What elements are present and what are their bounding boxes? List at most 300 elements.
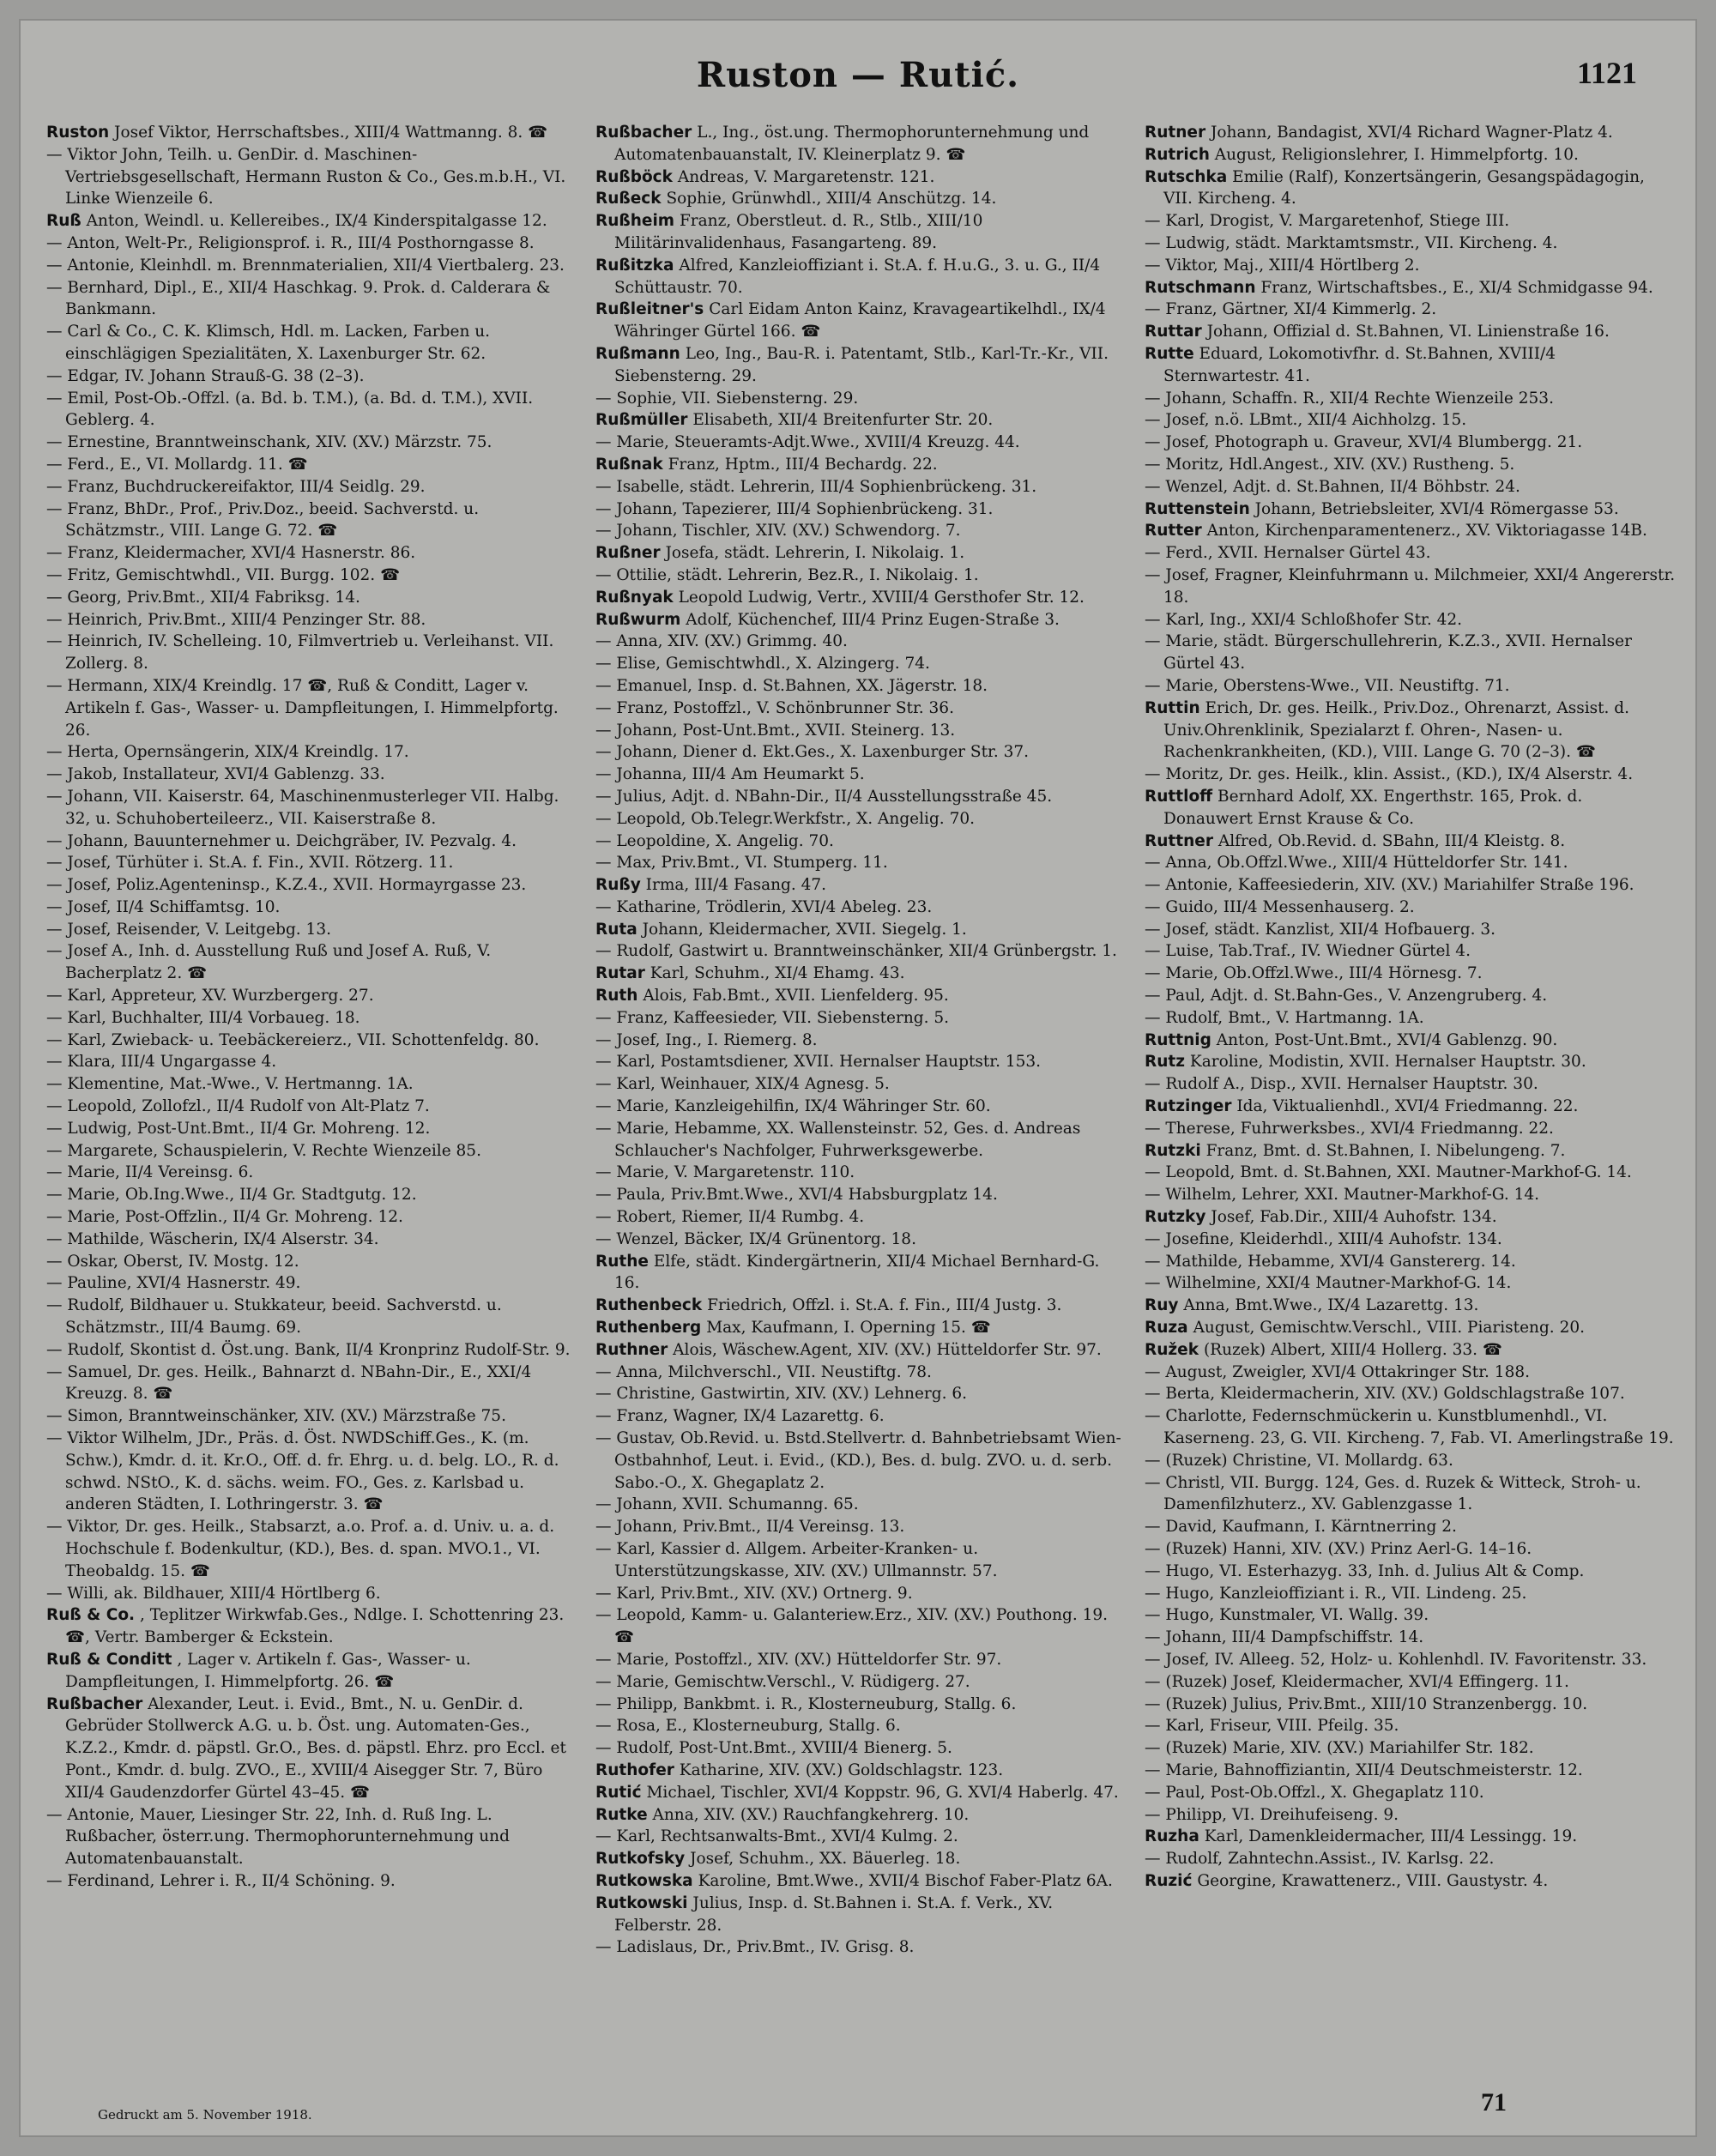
directory-entry xyxy=(595,852,1127,874)
entry-surname: Rutkowski xyxy=(595,1893,688,1912)
directory-entry xyxy=(46,786,578,830)
entry-text: — Johann, Tischler, XIV. (XV.) Schwendorg. 7. xyxy=(595,522,961,541)
entry-text: Anton, Kirchenparamentenerz., XV. Viktoriagasse 14B. xyxy=(1206,522,1647,541)
entry-surname: Rußnyak xyxy=(595,588,674,607)
page-title: Ruston — Rutić. xyxy=(696,55,1020,95)
entry-text: — Bernhard, Dipl., E., XII/4 Haschkag. 9. Prok. d. Calderara & Bankmann. xyxy=(46,278,551,319)
entry-text: — Paula, Priv.Bmt.Wwe., XVI/4 Habsburgplatz 14. xyxy=(595,1186,998,1205)
entry-text: Eduard, Lokomotivfhr. d. St.Bahnen, XVIII/4 Sternwartestr. 41. xyxy=(1163,344,1556,385)
entry-text: — Philipp, Bankbmt. i. R., Klosterneuburg, Stallg. 6. xyxy=(595,1694,1017,1713)
entry-text: Franz, Bmt. d. St.Bahnen, I. Nibelungeng. 7. xyxy=(1205,1141,1566,1160)
entry-text: — Guido, III/4 Messenhauserg. 2. xyxy=(1145,897,1415,916)
entry-text: — Klara, III/4 Ungargasse 4. xyxy=(46,1053,277,1072)
directory-entry xyxy=(595,1760,1127,1782)
directory-entry xyxy=(595,1516,1127,1538)
entry-text: Sophie, Grünwhdl., XIII/4 Anschützg. 14. xyxy=(666,190,997,208)
entry-text: — Moritz, Dr. ges. Heilk., klin. Assist., (KD.), IX/4 Alserstr. 4. xyxy=(1145,765,1634,784)
entry-text: — Viktor, Maj., XIII/4 Hörtlberg 2. xyxy=(1145,256,1420,275)
entry-text: — Johanna, III/4 Am Heumarkt 5. xyxy=(595,765,865,784)
entry-surname: Ruzha xyxy=(1145,1827,1199,1846)
directory-entry xyxy=(595,1804,1127,1827)
entry-surname: Rußleitner's xyxy=(595,300,704,319)
directory-entry xyxy=(1145,1760,1677,1782)
entry-text: — Simon, Branntweinschänker, XIV. (XV.) Märzstraße 75. xyxy=(46,1407,506,1426)
directory-entry xyxy=(1145,1826,1677,1848)
entry-text: — Marie, Post-Offzlin., II/4 Gr. Mohreng. 12. xyxy=(46,1208,403,1227)
entry-text: — Johann, VII. Kaiserstr. 64, Maschinenmusterleger VII. Halbg. 32, u. Schuhoberteileerz., VII. Kaiserstraße 8. xyxy=(46,787,559,828)
entry-text: — Hugo, VI. Esterhazyg. 33, Inh. d. Julius Alt & Comp. xyxy=(1145,1561,1585,1580)
directory-entry xyxy=(595,210,1127,255)
entry-text: — Franz, Postoffzl., V. Schönbrunner Str. 36. xyxy=(595,698,954,717)
directory-entry xyxy=(595,1383,1127,1405)
entry-text: — Josef, IV. Alleeg. 52, Holz- u. Kohlenhdl. IV. Favoritenstr. 33. xyxy=(1145,1650,1647,1669)
directory-entry xyxy=(595,1604,1127,1649)
entry-text: — Hermann, XIX/4 Kreindlg. 17 ☎, Ruß & Conditt, Lager v. Artikeln f. Gas-, Wasser- u. Dampfleitungen, I. Himmelpfortg. 26. xyxy=(46,676,559,740)
directory-entry xyxy=(595,808,1127,830)
entry-text: L., Ing., öst.ung. Thermophorunternehmung und Automatenbauanstalt, IV. Kleinerplatz 9. ☎ xyxy=(614,124,1090,164)
directory-entry xyxy=(595,1317,1127,1339)
directory-entry xyxy=(1145,454,1677,476)
entry-text: — Edgar, IV. Johann Strauß-G. 38 (2–3). xyxy=(46,366,365,385)
entry-text: — Christl, VII. Burgg. 124, Ges. d. Ruzek & Witteck, Stroh- u. Damenfilzhuterz., XV. Gablenzgasse 1. xyxy=(1145,1473,1641,1514)
directory-entry xyxy=(46,1251,578,1273)
directory-entry xyxy=(595,476,1127,498)
directory-entry xyxy=(595,786,1127,808)
directory-entry xyxy=(46,365,578,388)
entry-text: — Pauline, XVI/4 Hasnerstr. 49. xyxy=(46,1274,301,1293)
entry-text: — Charlotte, Federnschmückerin u. Kunstblumenhdl., VI. Kaserneng. 23, G. VII. Kircheng. 7, Fab. VI. Amerlingstraße 19. xyxy=(1145,1407,1674,1448)
directory-entry xyxy=(46,1096,578,1118)
directory-entry xyxy=(595,985,1127,1007)
entry-text: Elfe, städt. Kindergärtnerin, XII/4 Michael Bernhard-G. 16. xyxy=(614,1252,1100,1293)
entry-text: — Fritz, Gemischtwhdl., VII. Burgg. 102. ☎ xyxy=(46,565,401,584)
entry-text: — Rudolf, Gastwirt u. Branntweinschänker, XII/4 Grünbergstr. 1. xyxy=(595,942,1117,961)
directory-entry xyxy=(595,1870,1127,1893)
entry-text: Michael, Tischler, XVI/4 Koppstr. 96, G. XVI/4 Haberlg. 47. xyxy=(646,1783,1119,1802)
directory-entry xyxy=(1145,432,1677,454)
entry-surname: Ruth xyxy=(595,987,638,1006)
entry-text: — Viktor Wilhelm, JDr., Präs. d. Öst. NWDSchiff.Ges., K. (m. Schw.), Kmdr. d. it. Kr.O., Off. d. fr. Ehrg. u. d. belg. LO., R. d. schwd. NStO., K. d. sächs. weim. FO., Ges. z. Karlsbad u. anderen Städten, I. Lothringerstr. 3. ☎ xyxy=(46,1429,559,1514)
entry-text: Josefa, städt. Lehrerin, I. Nikolaig. 1. xyxy=(665,544,965,563)
directory-entry xyxy=(1145,255,1677,277)
entry-text: Leopold Ludwig, Vertr., XVIII/4 Gersthofer Str. 12. xyxy=(678,588,1085,607)
directory-entry xyxy=(46,1295,578,1339)
directory-entry xyxy=(1145,498,1677,521)
directory-entry xyxy=(1145,1472,1677,1517)
directory-entry xyxy=(46,454,578,476)
entry-text: — Karl, Zwieback- u. Teebäckereierz., VII. Schottenfeldg. 80. xyxy=(46,1030,540,1049)
entry-text: Georgine, Krawattenerz., VIII. Gaustystr. 4. xyxy=(1197,1871,1549,1890)
directory-entry xyxy=(595,963,1127,985)
entry-text: — Willi, ak. Bildhauer, XIII/4 Hörtlberg 6. xyxy=(46,1584,381,1603)
entry-text: — Antonie, Kaffeesiederin, XIV. (XV.) Mariahilfer Straße 196. xyxy=(1145,876,1634,895)
entry-text: — Philipp, VI. Dreihufeiseng. 9. xyxy=(1145,1805,1399,1824)
entry-surname: Rußbacher xyxy=(595,124,692,142)
directory-entry xyxy=(595,1184,1127,1206)
entry-text: — Ernestine, Branntweinschank, XIV. (XV.) Märzstr. 75. xyxy=(46,433,492,452)
directory-entry xyxy=(1145,1096,1677,1118)
directory-entry xyxy=(1145,1339,1677,1362)
entry-text: — Johann, Bauunternehmer u. Deichgräber, IV. Pezvalg. 4. xyxy=(46,831,517,850)
entry-text: — (Ruzek) Christine, VI. Mollardg. 63. xyxy=(1145,1451,1453,1470)
entry-text: Julius, Insp. d. St.Bahnen i. St.A. f. Verk., XV. Felberstr. 28. xyxy=(614,1893,1054,1935)
entry-text: Ida, Viktualienhdl., XVI/4 Friedmanng. 22. xyxy=(1236,1097,1579,1116)
directory-entry xyxy=(1145,698,1677,764)
directory-entry xyxy=(46,1140,578,1163)
entry-text: — Karl, Weinhauer, XIX/4 Agnesg. 5. xyxy=(595,1075,890,1094)
directory-entry xyxy=(1145,1272,1677,1295)
directory-entry xyxy=(595,454,1127,476)
entry-text: August, Gemischtw.Verschl., VIII. Piaristeng. 20. xyxy=(1193,1319,1585,1338)
directory-entry xyxy=(46,1184,578,1206)
directory-entry xyxy=(46,255,578,277)
directory-entry xyxy=(1145,542,1677,565)
entry-text: Johann, Kleidermacher, XVII. Siegelg. 1. xyxy=(642,920,967,939)
directory-entry xyxy=(595,188,1127,210)
directory-entry xyxy=(1145,1030,1677,1052)
directory-entry xyxy=(46,1405,578,1428)
directory-entry xyxy=(46,1229,578,1251)
entry-text: — Rudolf, Post-Unt.Bmt., XVIII/4 Bienerg. 5. xyxy=(595,1739,952,1758)
directory-entry xyxy=(1145,1450,1677,1472)
entry-text: Erich, Dr. ges. Heilk., Priv.Doz., Ohrenarzt, Assist. d. Univ.Ohrenklinik, Spezialarzt f. Ohren-, Nasen- u. Rachenkrankheiten, (KD.), VIII. Lange G. 70 (2–3). ☎ xyxy=(1163,698,1630,762)
directory-entry xyxy=(46,675,578,741)
directory-entry xyxy=(595,299,1127,343)
directory-entry xyxy=(1145,1007,1677,1030)
entry-text: — Heinrich, Priv.Bmt., XIII/4 Penzinger Str. 88. xyxy=(46,610,426,629)
directory-entry xyxy=(46,498,578,543)
entry-surname: Rutkofsky xyxy=(595,1850,686,1869)
entry-text: — Antonie, Mauer, Liesinger Str. 22, Inh. d. Ruß Ing. L. Rußbacher, österr.ung. Thermophorunternehmung und Automatenbauanstalt. xyxy=(46,1805,510,1869)
directory-entry xyxy=(595,122,1127,166)
entry-text: — Anna, Ob.Offzl.Wwe., XIII/4 Hütteldorfer Str. 141. xyxy=(1145,854,1568,873)
entry-text: Carl Eidam Anton Kainz, Kravageartikelhdl., IX/4 Währinger Gürtel 166. ☎ xyxy=(614,300,1106,341)
directory-entry xyxy=(1145,299,1677,321)
entry-text: — Anton, Welt-Pr., Religionsprof. i. R., III/4 Posthorngasse 8. xyxy=(46,233,535,252)
entry-surname: Ruß & Conditt xyxy=(46,1650,172,1669)
entry-surname: Rußwurm xyxy=(595,610,681,629)
entry-text: — Karl, Buchhalter, III/4 Vorbaueg. 18. xyxy=(46,1008,360,1027)
directory-entry xyxy=(1145,1118,1677,1140)
entry-text: — (Ruzek) Julius, Priv.Bmt., XIII/10 Stranzenbergg. 10. xyxy=(1145,1694,1588,1713)
entry-text: Karoline, Bmt.Wwe., XVII/4 Bischof Faber-Platz 6A. xyxy=(698,1871,1113,1890)
entry-text: — Leopold, Kamm- u. Galanteriew.Erz., XIV. (XV.) Pouthong. 19. ☎ xyxy=(595,1606,1109,1647)
entry-text: — Johann, III/4 Dampfschiffstr. 14. xyxy=(1145,1628,1424,1647)
directory-entry xyxy=(46,1051,578,1073)
entry-text: — Josef, Reisender, V. Leitgebg. 13. xyxy=(46,920,331,939)
directory-entry xyxy=(46,144,578,210)
directory-entry xyxy=(1145,1561,1677,1583)
entry-surname: Ruta xyxy=(595,920,637,939)
directory-entry xyxy=(595,1893,1127,1937)
directory-entry xyxy=(46,940,578,985)
directory-entry xyxy=(595,675,1127,698)
entry-surname: Ruthner xyxy=(595,1340,668,1359)
directory-entry xyxy=(1145,210,1677,233)
directory-entry xyxy=(1145,1162,1677,1184)
entry-text: Katharine, XIV. (XV.) Goldschlagstr. 123. xyxy=(679,1760,1004,1779)
entry-surname: Rutzki xyxy=(1145,1141,1201,1160)
page-header xyxy=(21,55,1695,115)
entry-surname: Rutzky xyxy=(1145,1208,1206,1227)
entry-text: — Josefine, Kleiderhdl., XIII/4 Auhofstr. 134. xyxy=(1145,1229,1502,1248)
entry-surname: Ruthofer xyxy=(595,1760,674,1779)
entry-text: — Wilhelmine, XXI/4 Mautner-Markhof-G. 14. xyxy=(1145,1274,1512,1293)
directory-entry xyxy=(46,631,578,675)
directory-entry xyxy=(595,1538,1127,1583)
entry-text: — Franz, Gärtner, XI/4 Kimmerlg. 2. xyxy=(1145,300,1437,319)
entry-text: — Karl, Rechtsanwalts-Bmt., XVI/4 Kulmg. 2. xyxy=(595,1827,958,1846)
directory-entry xyxy=(595,1737,1127,1760)
directory-entry xyxy=(1145,1604,1677,1627)
entry-text: Andreas, V. Margaretenstr. 121. xyxy=(677,167,935,186)
entry-text: — Paul, Adjt. d. St.Bahn-Ges., V. Anzengruberg. 4. xyxy=(1145,987,1548,1006)
entry-surname: Rußmann xyxy=(595,344,680,363)
directory-entry xyxy=(46,122,578,144)
directory-entry xyxy=(595,720,1127,742)
entry-text: — Marie, Gemischtw.Verschl., V. Rüdigerg. 27. xyxy=(595,1672,970,1691)
directory-entry xyxy=(595,1007,1127,1030)
entry-text: — (Ruzek) Marie, XIV. (XV.) Mariahilfer Str. 182. xyxy=(1145,1739,1534,1758)
entry-surname: Rutar xyxy=(595,964,645,983)
directory-entry xyxy=(1145,1782,1677,1804)
directory-entry xyxy=(595,1362,1127,1384)
entry-text: Alfred, Kanzleioffiziant i. St.A. f. H.u.G., 3. u. G., II/4 Schüttaustr. 70. xyxy=(614,256,1101,297)
entry-text: Irma, III/4 Fasang. 47. xyxy=(645,876,827,895)
entry-text: — Josef, Poliz.Agenteninsp., K.Z.4., XVII. Hormayrgasse 23. xyxy=(46,876,527,895)
entry-text: — Christine, Gastwirtin, XIV. (XV.) Lehnerg. 6. xyxy=(595,1385,968,1404)
directory-page xyxy=(19,19,1697,2137)
directory-entry xyxy=(1145,940,1677,963)
entry-surname: Ruttnig xyxy=(1145,1030,1211,1049)
entry-text: — Karl, Appreteur, XV. Wurzbergerg. 27. xyxy=(46,987,374,1006)
entry-text: Friedrich, Offzl. i. St.A. f. Fin., III/4 Justg. 3. xyxy=(707,1296,1062,1315)
directory-entry xyxy=(1145,764,1677,786)
directory-entry xyxy=(1145,1804,1677,1827)
directory-entry xyxy=(1145,1583,1677,1605)
directory-entry xyxy=(1145,985,1677,1007)
entry-surname: Rutkowska xyxy=(595,1871,693,1890)
entry-surname: Rutschka xyxy=(1145,167,1228,186)
entry-text: — Gustav, Ob.Revid. u. Bstd.Stellvertr. d. Bahnbetriebsamt Wien-Ostbahnhof, Leut. i. Evid., (KD.), Bes. d. bulg. ZVO. u. d. serb. Sabo.-O., X. Ghegaplatz 2. xyxy=(595,1429,1121,1492)
entry-text: — Max, Priv.Bmt., VI. Stumperg. 11. xyxy=(595,854,888,873)
directory-entry xyxy=(1145,1715,1677,1737)
entry-text: Alois, Wäschew.Agent, XIV. (XV.) Hütteldorfer Str. 97. xyxy=(673,1340,1102,1359)
directory-entry xyxy=(46,1206,578,1229)
entry-surname: Rutz xyxy=(1145,1053,1186,1072)
entry-text: — Katharine, Trödlerin, XVI/4 Abeleg. 23. xyxy=(595,897,933,916)
directory-entry xyxy=(1145,1317,1677,1339)
entry-surname: Ruzić xyxy=(1145,1871,1193,1890)
directory-entry xyxy=(595,1251,1127,1295)
directory-entry xyxy=(46,1162,578,1184)
entry-text: — Oskar, Oberst, IV. Mostg. 12. xyxy=(46,1252,299,1271)
entry-surname: Ruttin xyxy=(1145,698,1200,717)
directory-entry xyxy=(46,1516,578,1582)
directory-entry xyxy=(1145,144,1677,166)
entry-text: Emilie (Ralf), Konzertsängerin, Gesangspädagogin, VII. Kircheng. 4. xyxy=(1163,167,1645,208)
directory-entry xyxy=(46,874,578,897)
entry-text: — Rudolf, Bmt., V. Hartmanng. 1A. xyxy=(1145,1008,1424,1027)
entry-text: — Marie, städt. Bürgerschullehrerin, K.Z.3., XVII. Hernalser Gürtel 43. xyxy=(1145,632,1632,673)
entry-text: — Johann, Tapezierer, III/4 Sophienbrückeng. 31. xyxy=(595,499,994,518)
entry-surname: Ruy xyxy=(1145,1296,1179,1315)
directory-entry xyxy=(595,498,1127,521)
directory-entry xyxy=(46,985,578,1007)
directory-entry xyxy=(1145,1870,1677,1893)
directory-entry xyxy=(46,388,578,432)
entry-text: — Berta, Kleidermacherin, XIV. (XV.) Goldschlagstraße 107. xyxy=(1145,1385,1625,1404)
directory-entry xyxy=(46,1362,578,1406)
entry-text: — Sophie, VII. Siebensterng. 29. xyxy=(595,389,859,408)
entry-text: — Marie, Postoffzl., XIV. (XV.) Hütteldorfer Str. 97. xyxy=(595,1650,1002,1669)
entry-text: — Mathilde, Hebamme, XVI/4 Ganstererg. 14. xyxy=(1145,1252,1516,1271)
directory-entry xyxy=(595,919,1127,941)
entry-text: — Ludwig, städt. Marktamtsmstr., VII. Kircheng. 4. xyxy=(1145,233,1558,252)
entry-text: — Franz, Wagner, IX/4 Lazarettg. 6. xyxy=(595,1407,885,1426)
directory-entry xyxy=(1145,166,1677,211)
entry-surname: Ruß xyxy=(46,212,82,231)
directory-entry xyxy=(595,565,1127,587)
directory-entry xyxy=(46,741,578,764)
entry-text: Johann, Betriebsleiter, XVI/4 Römergasse 53. xyxy=(1254,499,1619,518)
entry-text: — Josef, städt. Kanzlist, XII/4 Hofbauerg. 3. xyxy=(1145,920,1495,939)
directory-entry xyxy=(595,698,1127,720)
entry-text: — Rudolf, Zahntechn.Assist., IV. Karlsg. 22. xyxy=(1145,1850,1495,1869)
directory-entry xyxy=(1145,1737,1677,1760)
entry-text: Bernhard Adolf, XX. Engerthstr. 165, Prok. d. Donauwert Ernst Krause & Co. xyxy=(1163,787,1583,828)
entry-surname: Rußböck xyxy=(595,167,673,186)
column-left xyxy=(46,122,578,2044)
entry-text: — Josef A., Inh. d. Ausstellung Ruß und Josef A. Ruß, V. Bacherplatz 2. ☎ xyxy=(46,942,492,983)
entry-text: Josef, Fab.Dir., XIII/4 Auhofstr. 134. xyxy=(1211,1208,1497,1227)
directory-entry xyxy=(46,233,578,255)
entry-text: — Rudolf, Skontist d. Öst.ung. Bank, II/4 Kronprinz Rudolf-Str. 9. xyxy=(46,1340,571,1359)
directory-entry xyxy=(46,321,578,365)
entry-text: — Margarete, Schauspielerin, V. Rechte Wienzeile 85. xyxy=(46,1141,481,1160)
entry-surname: Rutter xyxy=(1145,522,1202,541)
directory-entry xyxy=(46,1272,578,1295)
directory-entry xyxy=(595,1848,1127,1870)
directory-entry xyxy=(1145,830,1677,853)
entry-surname: Rußy xyxy=(595,876,641,895)
entry-text: — Hugo, Kanzleioffiziant i. R., VII. Lindeng. 25. xyxy=(1145,1584,1527,1603)
directory-entry xyxy=(595,1096,1127,1118)
directory-entry xyxy=(1145,874,1677,897)
entry-text: Anton, Weindl. u. Kellereibes., IX/4 Kinderspitalgasse 12. xyxy=(86,212,547,231)
directory-entry xyxy=(595,388,1127,410)
entry-text: — Paul, Post-Ob.Offzl., X. Ghegaplatz 110. xyxy=(1145,1783,1484,1802)
entry-text: Elisabeth, XII/4 Breitenfurter Str. 20. xyxy=(692,411,994,430)
entry-surname: Rußnak xyxy=(595,455,663,474)
directory-entry xyxy=(595,764,1127,786)
directory-entry xyxy=(1145,1229,1677,1251)
entry-surname: Ruttenstein xyxy=(1145,499,1250,518)
entry-text: — Mathilde, Wäscherin, IX/4 Alserstr. 34. xyxy=(46,1229,379,1248)
directory-entry xyxy=(46,1339,578,1362)
entry-text: — Rosa, E., Klosterneuburg, Stallg. 6. xyxy=(595,1717,901,1736)
entry-text: — Anna, XIV. (XV.) Grimmg. 40. xyxy=(595,632,848,651)
entry-surname: Ruß & Co. xyxy=(46,1606,136,1625)
entry-text: Alois, Fab.Bmt., XVII. Lienfelderg. 95. xyxy=(643,987,949,1006)
entry-text: — Karl, Friseur, VIII. Pfeilg. 35. xyxy=(1145,1717,1399,1736)
directory-entry xyxy=(1145,1383,1677,1405)
entry-surname: Rutić xyxy=(595,1783,642,1802)
directory-entry xyxy=(1145,1516,1677,1538)
entry-surname: Rutschmann xyxy=(1145,278,1256,297)
directory-entry xyxy=(46,830,578,853)
directory-entry xyxy=(46,587,578,609)
entry-text: Josef Viktor, Herrschaftsbes., XIII/4 Wattmanng. 8. ☎ xyxy=(114,124,548,142)
directory-entry xyxy=(595,874,1127,897)
entry-text: — Marie, Steueramts-Adjt.Wwe., XVIII/4 Kreuzg. 44. xyxy=(595,433,1020,452)
entry-text: — Ladislaus, Dr., Priv.Bmt., IV. Grisg. 8. xyxy=(595,1938,915,1957)
sheet-number: 71 xyxy=(1481,2088,1507,2117)
entry-text: — Isabelle, städt. Lehrerin, III/4 Sophienbrückeng. 31. xyxy=(595,477,1037,496)
directory-entry xyxy=(595,897,1127,919)
directory-entry xyxy=(46,432,578,454)
directory-entry xyxy=(46,1694,578,1804)
directory-entry xyxy=(595,1229,1127,1251)
entry-text: — Johann, Priv.Bmt., II/4 Vereinsg. 13. xyxy=(595,1518,905,1537)
entry-text: (Ruzek) Albert, XIII/4 Hollerg. 33. ☎ xyxy=(1203,1340,1502,1359)
directory-entry xyxy=(1145,1848,1677,1870)
directory-entry xyxy=(1145,1206,1677,1229)
directory-entry xyxy=(1145,1295,1677,1317)
entry-text: — Karl, Priv.Bmt., XIV. (XV.) Ortnerg. 9. xyxy=(595,1584,913,1603)
entry-text: — Ferd., E., VI. Mollardg. 11. ☎ xyxy=(46,455,308,474)
directory-entry xyxy=(595,1162,1127,1184)
entry-text: — Karl, Postamtsdiener, XVII. Hernalser Hauptstr. 153. xyxy=(595,1053,1042,1072)
entry-text: — (Ruzek) Hanni, XIV. (XV.) Prinz Aerl-G. 14–16. xyxy=(1145,1540,1532,1558)
entry-text: — Josef, II/4 Schiffamtsg. 10. xyxy=(46,897,281,916)
entry-surname: Ruthenbeck xyxy=(595,1296,703,1315)
directory-entry xyxy=(595,1494,1127,1516)
directory-entry xyxy=(46,277,578,322)
directory-entry xyxy=(46,1118,578,1140)
directory-entry xyxy=(595,1583,1127,1605)
entry-text: — Heinrich, IV. Schelleing. 10, Filmvertrieb u. Verleihanst. VII. Zollerg. 8. xyxy=(46,632,554,673)
directory-entry xyxy=(595,1671,1127,1694)
directory-entry xyxy=(1145,277,1677,299)
entry-surname: Ruza xyxy=(1145,1319,1188,1338)
entry-text: — Wenzel, Bäcker, IX/4 Grünentorg. 18. xyxy=(595,1229,916,1248)
entry-text: — Franz, BhDr., Prof., Priv.Doz., beeid. Sachverstd. u. Schätzmstr., VIII. Lange G. 72. ☎ xyxy=(46,499,480,541)
directory-entry xyxy=(595,166,1127,189)
directory-entry xyxy=(595,520,1127,542)
entry-text: — Josef, Türhüter i. St.A. f. Fin., XVII. Rötzerg. 11. xyxy=(46,854,454,873)
directory-entry xyxy=(46,852,578,874)
page-number: 1121 xyxy=(1576,56,1637,90)
entry-text: — Leopold, Ob.Telegr.Werkfstr., X. Angelig. 70. xyxy=(595,809,975,828)
entry-text: — Wilhelm, Lehrer, XXI. Mautner-Markhof-G. 14. xyxy=(1145,1186,1540,1205)
entry-text: Franz, Oberstleut. d. R., Stlb., XIII/10 Militärinvalidenhaus, Fasangarteng. 89. xyxy=(614,212,983,252)
entry-text: Anna, XIV. (XV.) Rauchfangkehrerg. 10. xyxy=(652,1805,970,1824)
entry-text: Karl, Damenkleidermacher, III/4 Lessingg. 19. xyxy=(1204,1827,1578,1846)
entry-text: — Emil, Post-Ob.-Offzl. (a. Bd. b. T.M.), (a. Bd. d. T.M.), XVII. Geblerg. 4. xyxy=(46,389,534,430)
entry-text: — Karl, Ing., XXI/4 Schloßhofer Str. 42. xyxy=(1145,610,1463,629)
entry-surname: Ruttloff xyxy=(1145,787,1213,806)
directory-entry xyxy=(1145,122,1677,144)
directory-entry xyxy=(1145,1140,1677,1163)
directory-entry xyxy=(1145,1538,1677,1561)
entry-text: — Luise, Tab.Traf., IV. Wiedner Gürtel 4. xyxy=(1145,942,1471,961)
entry-text: — Rudolf, Bildhauer u. Stukkateur, beeid. Sachverstd. u. Schätzmstr., III/4 Baumg. 69. xyxy=(46,1296,502,1338)
entry-surname: Ruthe xyxy=(595,1252,649,1271)
entry-text: — Franz, Buchdruckereifaktor, III/4 Seidlg. 29. xyxy=(46,477,426,496)
directory-entry xyxy=(1145,852,1677,874)
entry-text: — Josef, n.ö. LBmt., XII/4 Aichholzg. 15. xyxy=(1145,411,1467,430)
